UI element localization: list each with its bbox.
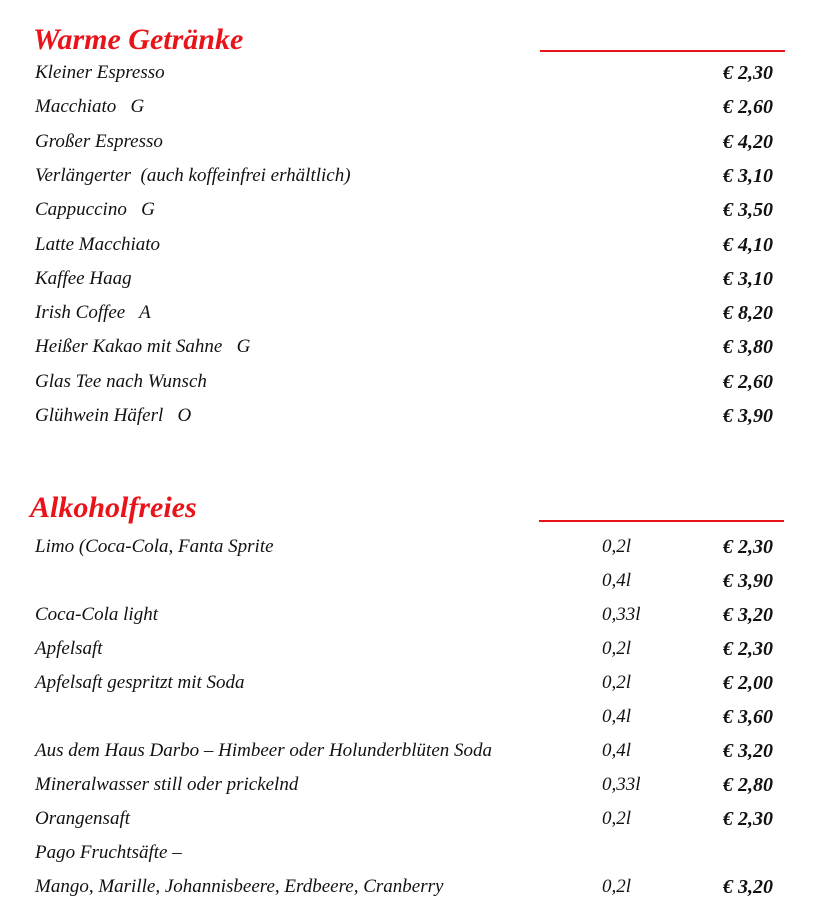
menu-item	[0, 336, 835, 370]
item-price: € 4,10	[723, 233, 773, 256]
item-price: € 4,20	[723, 130, 773, 153]
item-price: € 3,80	[723, 336, 773, 359]
item-size: 0,33l	[602, 604, 641, 625]
item-name: Irish Coffee A	[35, 302, 151, 324]
menu-item	[0, 604, 835, 638]
item-name: Limo (Coca-Cola, Fanta Sprite	[35, 536, 274, 557]
item-price: € 8,20	[723, 302, 773, 325]
menu-item	[0, 96, 835, 130]
item-name: Kleiner Espresso	[35, 62, 165, 83]
item-price: € 3,90	[723, 570, 773, 592]
item-size: 0,4l	[602, 706, 632, 727]
item-price: € 3,50	[723, 199, 773, 222]
menu-item	[0, 536, 835, 570]
item-price: € 2,30	[723, 808, 773, 830]
menu-item	[0, 842, 835, 876]
item-size: 0,2l	[602, 536, 632, 557]
menu-item	[0, 62, 835, 96]
item-size: 0,33l	[602, 774, 641, 795]
item-name: Pago Fruchtsäfte –	[35, 842, 182, 863]
item-price: € 2,00	[723, 672, 773, 694]
item-price: € 2,60	[723, 96, 773, 119]
menu-item	[0, 808, 835, 842]
item-price: € 3,10	[723, 267, 773, 290]
item-size: 0,4l	[602, 570, 632, 591]
item-name: Glas Tee nach Wunsch	[35, 370, 207, 392]
section-title: Warme Getränke	[33, 23, 244, 56]
item-size: 0,2l	[602, 672, 632, 693]
item-name: Verlängerter (auch koffeinfrei erhältlich)	[35, 164, 351, 186]
menu-item	[0, 570, 835, 604]
menu-item	[0, 740, 835, 774]
item-name: Coca-Cola light	[35, 604, 158, 625]
item-price: € 3,20	[723, 740, 773, 762]
item-name: Macchiato G	[35, 96, 145, 118]
item-price: € 2,30	[723, 62, 773, 84]
menu-item	[0, 234, 835, 268]
item-name: Cappuccino G	[35, 199, 155, 221]
item-name: Apfelsaft gespritzt mit Soda	[35, 672, 245, 693]
item-price: € 3,90	[723, 405, 773, 427]
menu-item	[0, 268, 835, 302]
menu-item	[0, 706, 835, 740]
item-name: Heißer Kakao mit Sahne G	[35, 336, 251, 358]
item-name: Glühwein Häferl O	[35, 405, 192, 426]
item-name: Kaffee Haag	[35, 267, 132, 289]
item-size: 0,2l	[602, 638, 632, 659]
menu-item	[0, 199, 835, 233]
item-size: 0,2l	[602, 876, 632, 897]
item-price: € 2,30	[723, 536, 773, 558]
item-size: 0,2l	[602, 808, 632, 829]
item-size: 0,4l	[602, 740, 632, 761]
item-name: Orangensaft	[35, 808, 130, 829]
menu-item	[0, 165, 835, 199]
item-name: Großer Espresso	[35, 130, 163, 152]
menu-item	[0, 405, 835, 439]
item-name: Apfelsaft	[35, 638, 103, 659]
item-name: Aus dem Haus Darbo – Himbeer oder Holunderblüten Soda	[35, 740, 493, 761]
menu-item	[0, 371, 835, 405]
item-price: € 3,10	[723, 164, 773, 187]
item-name: Mango, Marille, Johannisbeere, Erdbeere, Cranberry	[35, 876, 444, 897]
item-price: € 2,30	[723, 638, 773, 660]
item-price: € 2,60	[723, 370, 773, 393]
menu-item	[0, 876, 835, 910]
menu-item	[0, 672, 835, 706]
item-price: € 3,20	[723, 604, 773, 626]
section-rule	[539, 520, 784, 522]
item-name: Mineralwasser still oder prickelnd	[35, 774, 299, 795]
section-rule	[540, 50, 785, 52]
menu-item	[0, 302, 835, 336]
menu-item	[0, 131, 835, 165]
item-price: € 3,20	[723, 876, 773, 898]
menu-item	[0, 638, 835, 672]
item-price: € 3,60	[723, 706, 773, 728]
section-title: Alkoholfreies	[30, 491, 197, 524]
item-name: Latte Macchiato	[35, 233, 161, 255]
menu-item	[0, 774, 835, 808]
item-price: € 2,80	[723, 774, 773, 796]
